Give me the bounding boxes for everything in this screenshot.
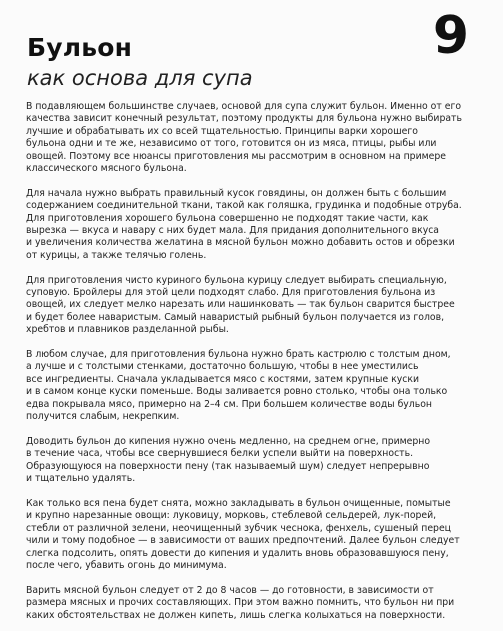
- paragraph-cooking-time: Варить мясной бульон следует от 2 до 8 часов — до готовности, в зависимости от размера мясных и прочих составляющих. При этом важно помнить, что бульон ни при каких обстоятельствах не должен кипеть, лишь слегка колыхаться на поверхности.: [26, 584, 455, 621]
- paragraph-meat-choice: Для начала нужно выбрать правильный кусок говядины, он должен быть с большим содержанием соединительной ткани, такой как голяшка, грудинка и подобные отруба. Для приготовления хорошего бульона совершенно не подходят такие части, как вырезка — вкуса и навару с них будет мала. Для придания дополнительного вкуса и увеличения количества желатина в мясной бульон можно добавить остов и обрезки от курицы, а также телячью голень.: [26, 187, 462, 261]
- paragraph-chicken-vegetable-fish: Для приготовления чисто куриного бульона курицу следует выбирать специальную, суповую. Бройлеры для этой цели подходят слабо. Для приготовления бульона из овощей, их следует мелко нарезать или нашинковать — так бульон сварится быстрее и будет более наваристым. Самый наваристый рыбный бульон получается из голов, хребтов и плавников разделанной рыбы.: [26, 274, 455, 336]
- chapter-number: 9: [432, 6, 469, 66]
- page-title: Бульон: [27, 33, 133, 62]
- page-subtitle: как основа для супа: [27, 66, 253, 90]
- paragraph-pot-and-water: В любом случае, для приготовления бульона нужно брать кастрюлю с толстым дном, а лучше и с толстыми стенками, достаточно большую, чтобы в нее уместились все ингредиенты. Сначала укладывается мясо с костями, затем крупные куски и в самом конце куски поменьше. Воды заливается ровно столько, чтобы она только едва покрывала мясо, примерно на 2–4 см. При большем количестве воды бульон получится слабым, некрепким.: [26, 349, 451, 423]
- article-body: [26, 101, 478, 622]
- paragraph-boiling-foam: Доводить бульон до кипения нужно очень медленно, на среднем огне, примерно в течение часа, чтобы все свернувшиеся белки успели выйти на поверхность. Образующуюся на поверхности пену (так называемый шум) следует непрерывно и тщательно удалять.: [26, 435, 431, 485]
- paragraph-vegetables: Как только вся пена будет снята, можно закладывать в бульон очищенные, помытые и крупно нарезанные овощи: луковицу, морковь, стеблевой сельдерей, лук-порей, стебли от различной зелени, неочищенный зубчик чеснока, фенхель, сушеный перец чили и тому подобное — в зависимости от ваших предпочтений. Далее бульон следует слегка подсолить, опять довести до кипения и удалить вновь образовавшуюся пену, после чего, убавить огонь до минимума.: [26, 497, 460, 571]
- paragraph-intro: В подавляющем большинстве случаев, основой для супа служит бульон. Именно от его качества зависит конечный результат, поэтому продукты для бульона нужно выбирать лучшие и обрабатывать их со всей тщательностью. Принципы варки хорошего бульона одни и те же, независимо от того, готовится он из мяса, птицы, рыбы или овощей. Поэтому все нюансы приготовления мы рассмотрим в основном на примере классического мясного бульона.: [26, 101, 462, 175]
